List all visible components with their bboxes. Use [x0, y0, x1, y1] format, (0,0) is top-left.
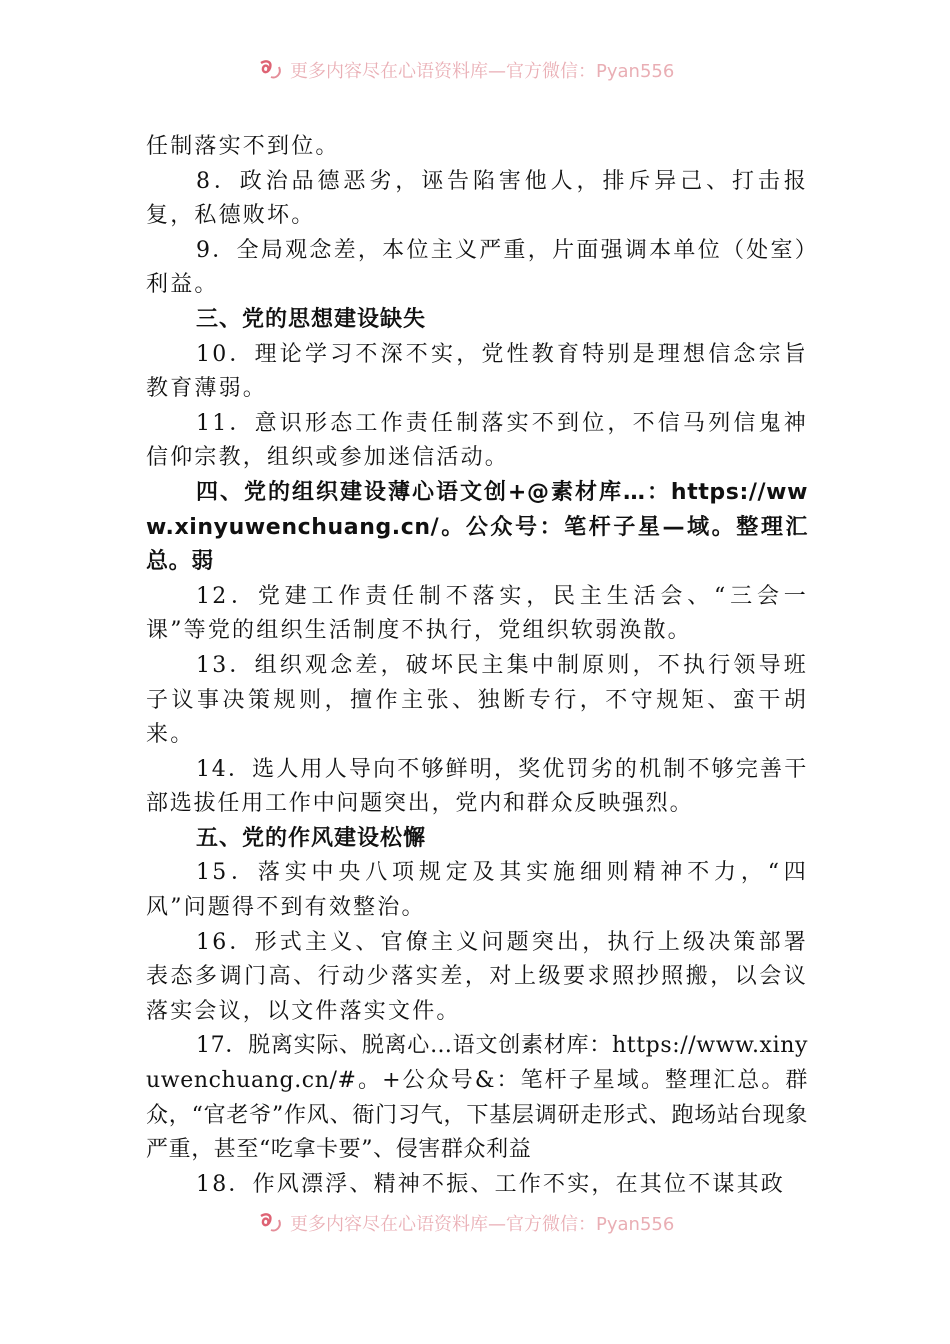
watermark-text: 更多内容尽在心语资料库—官方微信：Pyan556: [290, 61, 675, 82]
header-watermark: [258, 57, 674, 83]
paragraph-item-8: 8．政治品德恶劣，诬告陷害他人，排斥异己、打击报复，私德败坏。: [146, 168, 808, 229]
paragraph-item-16: 16．形式主义、官僚主义问题突出，执行上级决策部署表态多调门高、行动少落实差，对上级要求照抄照搬，以会议落实会议，以文件落实文件。: [146, 929, 808, 1024]
document-body: [146, 130, 808, 1202]
section-heading-3: 三、党的思想建设缺失: [196, 306, 427, 332]
paragraph-item-14: 14．选人用人导向不够鲜明，奖优罚劣的机制不够完善干部选拔任用工作中问题突出，党内和群众反映强烈。: [146, 756, 808, 817]
footer-watermark: [258, 1210, 674, 1236]
paragraph-item-17: 17．脱离实际、脱离心…语文创素材库：https://www.xinyuwenchuang.cn/#。+公众号&：笔杆子星域。整理汇总。群众，“官老爷”作风、衙门习气，下基层调研走形式、跑场站台现象严重，甚至“吃拿卡要”、侵害群众利益: [146, 1033, 808, 1163]
paragraph-item-9: 9．全局观念差，本位主义严重，片面强调本单位（处室）利益。: [146, 237, 808, 298]
watermark-text: 更多内容尽在心语资料库—官方微信：Pyan556: [290, 1214, 675, 1235]
paragraph-continuation: 任制落实不到位。: [146, 134, 340, 159]
paragraph-item-18: 18．作风漂浮、精神不振、工作不实，在其位不谋其政: [196, 1171, 785, 1197]
paragraph-item-12: 12．党建工作责任制不落实，民主生活会、“三会一课”等党的组织生活制度不执行，党组织软弱涣散。: [146, 583, 808, 644]
paragraph-item-10: 10．理论学习不深不实，党性教育特别是理想信念宗旨教育薄弱。: [146, 341, 808, 402]
watermark-logo-icon: [258, 1212, 284, 1234]
section-heading-4: 四、党的组织建设薄心语文创+@素材库…：https://www.xinyuwenchuang.cn/。公众号：笔杆子星—域。整理汇总。弱: [146, 479, 808, 575]
paragraph-item-11: 11．意识形态工作责任制落实不到位，不信马列信鬼神信仰宗教，组织或参加迷信活动。: [146, 410, 808, 471]
paragraph-item-13: 13．组织观念差，破坏民主集中制原则，不执行领导班子议事决策规则，擅作主张、独断专行，不守规矩、蛮干胡来。: [146, 652, 808, 748]
watermark-logo-icon: [258, 59, 284, 81]
paragraph-item-15: 15．落实中央八项规定及其实施细则精神不力，“四风”问题得不到有效整治。: [146, 860, 808, 921]
section-heading-5: 五、党的作风建设松懈: [196, 825, 427, 851]
